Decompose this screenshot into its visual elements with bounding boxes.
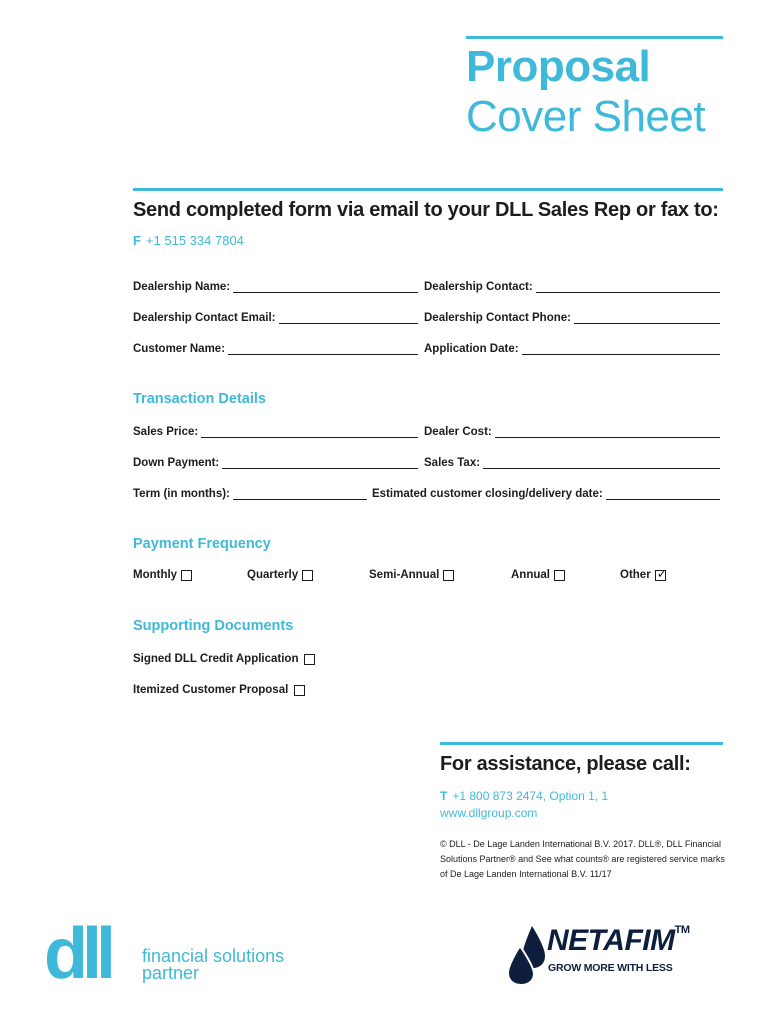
customer-name-label: Customer Name: [133,343,226,355]
contact-email-field[interactable] [133,311,418,324]
down-payment-line[interactable] [222,456,418,469]
frequency-option-monthly[interactable] [133,569,192,581]
dll-logo-icon [44,920,140,982]
dealer-cost-field[interactable] [424,425,720,438]
assistance-phone [440,789,608,803]
frequency-option-other[interactable] [620,569,666,581]
frequency-label-quarterly: Quarterly [247,569,299,581]
closing-date-label: Estimated customer closing/delivery date: [372,488,603,500]
document-credit-application[interactable] [133,653,315,665]
supporting-documents-heading: Supporting Documents [133,618,294,634]
fax-line [133,233,244,248]
dealership-name-field[interactable] [133,280,418,293]
netafim-tagline: GROW MORE WITH LESS [548,962,673,974]
netafim-logo-name [547,924,689,958]
dealership-contact-field[interactable] [424,280,720,293]
term-label: Term (in months): [133,488,230,500]
down-payment-label: Down Payment: [133,457,220,469]
legal-notice: © DLL - De Lage Landen International B.V. 2017. DLL®, DLL Financial Solutions Partner® and See what counts® are registered service marks of De Lage Landen International B.V. 11/17 [440,839,725,879]
document-label-credit-application: Signed DLL Credit Application [133,653,299,665]
dll-logo-line1: financial solutions [142,946,285,966]
checkbox-credit-application[interactable] [304,654,315,665]
checkbox-customer-proposal[interactable] [294,685,305,696]
dealership-name-label: Dealership Name: [133,281,231,293]
frequency-label-monthly: Monthly [133,569,178,581]
assistance-website[interactable]: www.dllgroup.com [440,806,538,820]
dll-logo-line2: partner [142,963,200,983]
customer-name-line[interactable] [228,342,418,355]
contact-phone-line[interactable] [574,311,720,324]
fax-number: +1 515 334 7804 [145,233,244,248]
frequency-label-semi-annual: Semi-Annual [369,569,440,581]
frequency-option-quarterly[interactable] [247,569,313,581]
sales-tax-label: Sales Tax: [424,457,481,469]
sales-price-field[interactable] [133,425,418,438]
dll-logo-mark: dll [44,920,110,982]
application-date-line[interactable] [522,342,720,355]
netafim-logo-word: NETAFIM [547,924,675,957]
closing-date-line[interactable] [606,487,720,500]
frequency-label-other: Other [620,569,651,581]
dealership-contact-line[interactable] [536,280,720,293]
frequency-option-annual[interactable] [511,569,565,581]
water-drop-icon [505,924,547,986]
payment-frequency-heading: Payment Frequency [133,536,271,552]
checkbox-annual[interactable] [554,570,565,581]
frequency-label-annual: Annual [511,569,550,581]
term-field[interactable] [133,487,367,500]
instruction-heading: Send completed form via email to your DLL Sales Rep or fax to: [133,199,719,221]
checkbox-quarterly[interactable] [302,570,313,581]
page-title-line2: Cover Sheet [466,92,706,141]
application-date-label: Application Date: [424,343,519,355]
sales-price-line[interactable] [201,425,418,438]
fax-prefix: F [133,233,141,248]
page-title-line1: Proposal [466,42,651,91]
customer-name-field[interactable] [133,342,418,355]
down-payment-field[interactable] [133,456,418,469]
checkbox-other[interactable] [655,570,666,581]
dealership-contact-label: Dealership Contact: [424,281,533,293]
contact-phone-label: Dealership Contact Phone: [424,312,571,324]
header-top-rule [466,36,723,39]
term-line[interactable] [233,487,367,500]
sales-price-label: Sales Price: [133,426,199,438]
assistance-phone-prefix: T [440,789,448,803]
assistance-heading: For assistance, please call: [440,753,691,775]
assistance-rule [440,742,723,745]
application-date-field[interactable] [424,342,720,355]
document-label-customer-proposal: Itemized Customer Proposal [133,684,289,696]
contact-email-line[interactable] [279,311,418,324]
frequency-option-semi-annual[interactable] [369,569,454,581]
dealer-cost-line[interactable] [495,425,720,438]
contact-email-label: Dealership Contact Email: [133,312,276,324]
instruction-rule [133,188,723,191]
contact-phone-field[interactable] [424,311,720,324]
netafim-trademark: TM [674,924,690,936]
dealership-name-line[interactable] [233,280,418,293]
transaction-details-heading: Transaction Details [133,391,266,407]
sales-tax-line[interactable] [483,456,720,469]
assistance-phone-number: +1 800 873 2474, Option 1, 1 [452,789,609,803]
closing-date-field[interactable] [372,487,720,500]
checkbox-semi-annual[interactable] [443,570,454,581]
dll-logo-text [142,948,284,982]
checkbox-monthly[interactable] [181,570,192,581]
sales-tax-field[interactable] [424,456,720,469]
document-customer-proposal[interactable] [133,684,305,696]
dealer-cost-label: Dealer Cost: [424,426,492,438]
